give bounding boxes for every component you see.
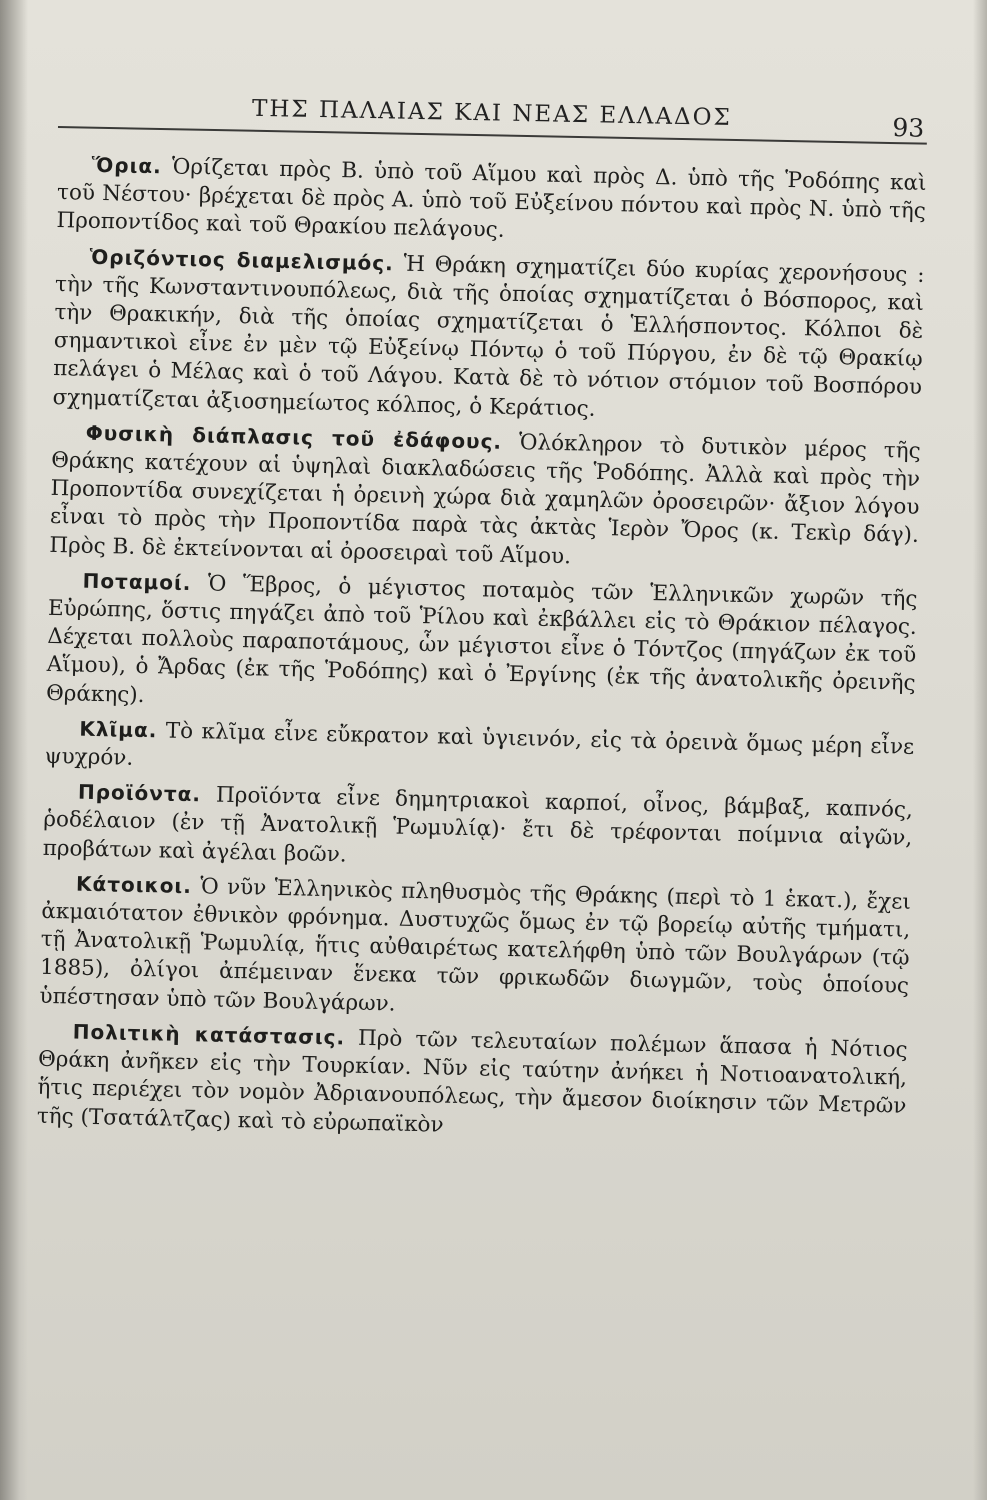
- section-text: Προϊόντα εἶνε δημητριακοὶ καρποί, οἶνος, βάμβαξ, καπνός, ῥοδέλαιον (ἐν τῇ Ἀνατολικῇ Ῥωμυλίᾳ)· ἔτι δὲ τρέφονται ποίμνια αἰγῶν, προβάτων καὶ ἀγέλαι βοῶν.: [42, 782, 914, 868]
- section-text: Ὁ Ἕβρος, ὁ μέγιστος ποταμὸς τῶν Ἑλληνικῶν χωρῶν τῆς Εὐρώπης, ὅστις πηγάζει ἀπὸ τοῦ Ῥίλου καὶ ἐκβάλλει εἰς τὸ Θράκιον πέλαγος. Δέχεται πολλοὺς παραποτάμους, ὧν μέγιστοι εἶνε ὁ Τόντζος (πηγάζων ἐκ τοῦ Αἵμου), ὁ Ἄρδας (ἐκ τῆς Ῥοδόπης) καὶ ὁ Ἐργίνης (ἐκ τῆς ἀνατολικῆς ὀρεινῆς Θράκης).: [45, 571, 918, 708]
- page-number: 93: [892, 113, 925, 143]
- section-heading: Πολιτικὴ κατάστασις.: [72, 1019, 346, 1050]
- section-text: Τὸ κλῖμα εἶνε εὔκρατον καὶ ὑγιεινόν, εἰς τὰ ὀρεινὰ ὅμως μέρη εἶνε ψυχρόν.: [44, 718, 915, 771]
- body-text: [37, 150, 927, 1149]
- section-heading: Κάτοικοι.: [75, 871, 193, 898]
- section-heading: Φυσικὴ διάπλασις τοῦ ἐδάφους.: [85, 420, 503, 454]
- section-inhabitants: [39, 869, 911, 1030]
- running-title: ΤΗΣ ΠΑΛΑΙΑΣ ΚΑΙ ΝΕΑΣ ΕΛΛΑΔΟΣ: [251, 95, 732, 131]
- section-heading: Ποταμοί.: [82, 568, 192, 595]
- section-text: Πρὸ τῶν τελευταίων πολέμων ἅπασα ἡ Νότιος Θράκη ἀνῆκεν εἰς τὴν Τουρκίαν. Νῦν εἰς ταύτην ἀνήκει ἡ Νοτιοανατολική, ἥτις περιέχει τὸν νομὸν Ἀδριανουπόλεως, τὴν ἄμεσον διοίκησιν τῶν Μετρῶν τῆς (Τσατάλτζας) καὶ τὸ εὐρωπαϊκὸν: [36, 1025, 908, 1138]
- section-text: Ἡ Θράκη σχηματίζει δύο κυρίας χερονήσους : τὴν τῆς Κωνσταντινουπόλεως, διὰ τῆς ὁποίας σχηματίζεται ὁ Βόσπορος, καὶ τὴν Θρακικήν, διὰ τῆς ὁποίας σχηματίζεται ὁ Ἑλλήσποντος. Κόλποι δὲ σημαντικοὶ εἶνε ἐν μὲν τῷ Εὐξείνῳ Πόντῳ ὁ τοῦ Πύργου, ἐν δὲ τῷ Θρακίῳ πελάγει ὁ Μέλας καὶ ὁ τοῦ Λάγου. Κατὰ δὲ τὸ νότιον στόμιον τοῦ Βοσπόρου σχηματίζεται ἀξιοσημείωτος κόλπος, ὁ Κεράτιος.: [52, 251, 925, 422]
- section-heading: Ὅρια.: [91, 152, 163, 179]
- running-header: [57, 78, 927, 143]
- section-terrain: [49, 418, 921, 579]
- section-products: [42, 777, 913, 882]
- section-rivers: [46, 566, 918, 727]
- section-text: Ὁρίζεται πρὸς Β. ὑπὸ τοῦ Αἵμου καὶ πρὸς Δ. ὑπὸ τῆς Ῥοδόπης καὶ τοῦ Νέστου· βρέχεται δὲ πρὸς Α. ὑπὸ τοῦ Εὐξείνου πόντου καὶ πρὸς Ν. ὑπὸ τῆς Προποντίδος καὶ τοῦ Θρακίου πελάγους.: [56, 154, 927, 244]
- section-text: Ὁλόκληρον τὸ δυτικὸν μέρος τῆς Θράκης κατέχουν αἱ ὑψηλαὶ διακλαδώσεις τῆς Ῥοδόπης. Ἀλλὰ καὶ πρὸς τὴν Προποντίδα συνεχίζεται ἡ ὀρεινὴ χώρα διὰ χαμηλῶν ὀροσειρῶν· ἄξιον λόγου εἶναι τὸ πρὸς τὴν Προποντίδα παρὰ τὰς ἀκτὰς Ἱερὸν Ὄρος (κ. Τεκὶρ δάγ). Πρὸς Β. δὲ ἐκτείνονται αἱ ὀροσειραὶ τοῦ Αἵμου.: [49, 429, 921, 569]
- section-political-status: [37, 1017, 908, 1150]
- section-climate: [44, 714, 914, 790]
- section-boundaries: [56, 150, 927, 255]
- section-heading: Κλῖμα.: [79, 716, 158, 743]
- section-text: Ὁ νῦν Ἑλληνικὸς πληθυσμὸς τῆς Θράκης (περὶ τὸ 1 ἑκατ.), ἔχει ἀκμαιότατον ἐθνικὸν φρόνημα. Δυστυχῶς ὅμως ἐν τῷ βορείῳ αὐτῆς τμήματι, τῇ Ἀνατολικῇ Ῥωμυλίᾳ, ἥτις αὐθαιρέτως κατελήφθη ὑπὸ τῶν Βουλγάρων (τῷ 1885), ὀλίγοι ἀπέμειναν ἕνεκα τῶν φρικωδῶν διωγμῶν, τοὺς ὁποίους ὑπέστησαν ὑπὸ τῶν Βουλγάρων.: [39, 874, 912, 1017]
- section-heading: Ὁριζόντιος διαμελισμός.: [89, 244, 395, 275]
- section-coastline: [52, 242, 925, 431]
- section-heading: Προϊόντα.: [77, 779, 202, 807]
